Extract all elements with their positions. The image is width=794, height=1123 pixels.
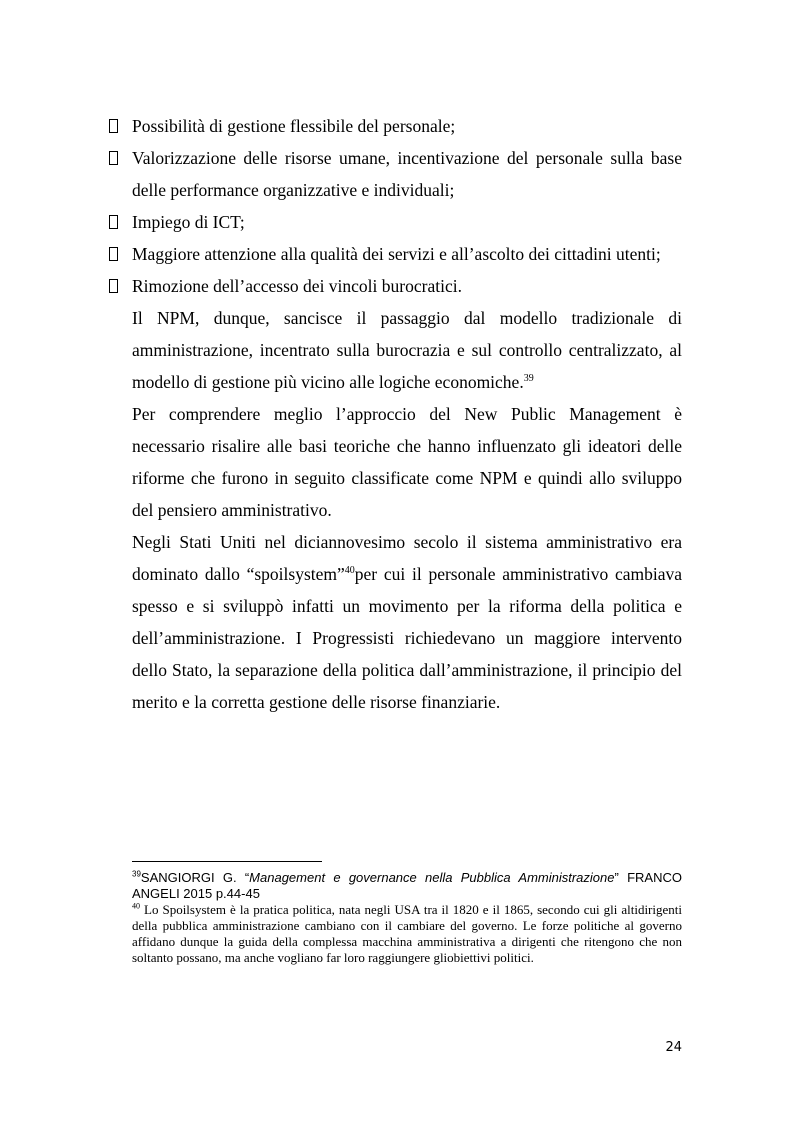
footnote-40 <box>132 902 682 966</box>
bullet-text: Rimozione dell’accesso dei vincoli burocratici. <box>132 276 462 296</box>
paragraph-stati-uniti <box>132 526 682 718</box>
paragraph-text: Negli Stati Uniti nel diciannovesimo secolo il sistema amministrativo era dominato dallo “spoilsystem” <box>132 532 682 584</box>
paragraph-new-public-management <box>132 398 682 526</box>
footnote-title: Management e governance nella Pubblica Amministrazione <box>249 870 615 885</box>
bullet-item <box>108 206 682 238</box>
bullet-text: Possibilità di gestione flessibile del personale; <box>132 116 456 136</box>
footnote-ref-40[interactable]: 40 <box>344 565 355 577</box>
footnote-separator <box>132 861 322 862</box>
bullet-item <box>108 110 682 142</box>
missing-glyph-bullet-icon <box>108 142 132 174</box>
footnote-39 <box>132 870 682 902</box>
missing-glyph-bullet-icon <box>108 270 132 302</box>
footnote-number: 39 <box>132 869 141 879</box>
footnote-publisher: ” FRANCO ANGELI 2015 p.44-45 <box>132 870 682 901</box>
missing-glyph-bullet-icon <box>108 238 132 270</box>
missing-glyph-bullet-icon <box>108 110 132 142</box>
bullet-text: Maggiore attenzione alla qualità dei servizi e all’ascolto dei cittadini utenti; <box>132 244 661 264</box>
paragraph-text: Il NPM, dunque, sancisce il passaggio dal modello tradizionale di amministrazione, incentrato sulla burocrazia e sul controllo centralizzato, al modello di gestione più vicino alle logiche economiche. <box>132 308 682 392</box>
footnotes <box>132 870 682 966</box>
footnote-text: Lo Spoilsystem è la pratica politica, nata negli USA tra il 1820 e il 1865, secondo cui gli altidirigenti della pubblica amministrazione cambiano con il cambiare del governo. Le forze politiche al governo affidano dunque la guida della complessa macchina amministrativa a dirigenti che ritengono che non soltanto possano, ma anche vogliano far loro raggiungere gliobiettivi politici. <box>132 902 682 965</box>
missing-glyph-bullet-icon <box>108 206 132 238</box>
paragraph-text: per cui il personale amministrativo cambiava spesso e si sviluppò infatti un movimento per la riforma della politica e dell’amministrazione. I Progressisti richiedevano un maggiore intervento dello Stato, la separazione della politica dall’amministrazione, il principio del merito e la corretta gestione delle risorse finanziarie. <box>132 564 682 712</box>
paragraph-npm <box>132 302 682 398</box>
footnote-ref-39[interactable]: 39 <box>523 373 534 385</box>
bullet-text: Valorizzazione delle risorse umane, incentivazione del personale sulla base delle performance organizzative e individuali; <box>132 148 682 200</box>
bullet-item <box>108 142 682 206</box>
bullet-item <box>108 238 682 270</box>
paragraph-text: Per comprendere meglio l’approccio del New Public Management è necessario risalire alle basi teoriche che hanno influenzato gli ideatori delle riforme che furono in seguito classificate come NPM e quindi allo sviluppo del pensiero amministrativo. <box>132 404 682 520</box>
body-text <box>108 110 682 718</box>
footnote-number: 40 <box>132 901 140 911</box>
bullet-item <box>108 270 682 302</box>
page-number: 24 <box>665 1040 682 1055</box>
bullet-text: Impiego di ICT; <box>132 212 245 232</box>
footnote-author: SANGIORGI G. “ <box>140 870 250 885</box>
